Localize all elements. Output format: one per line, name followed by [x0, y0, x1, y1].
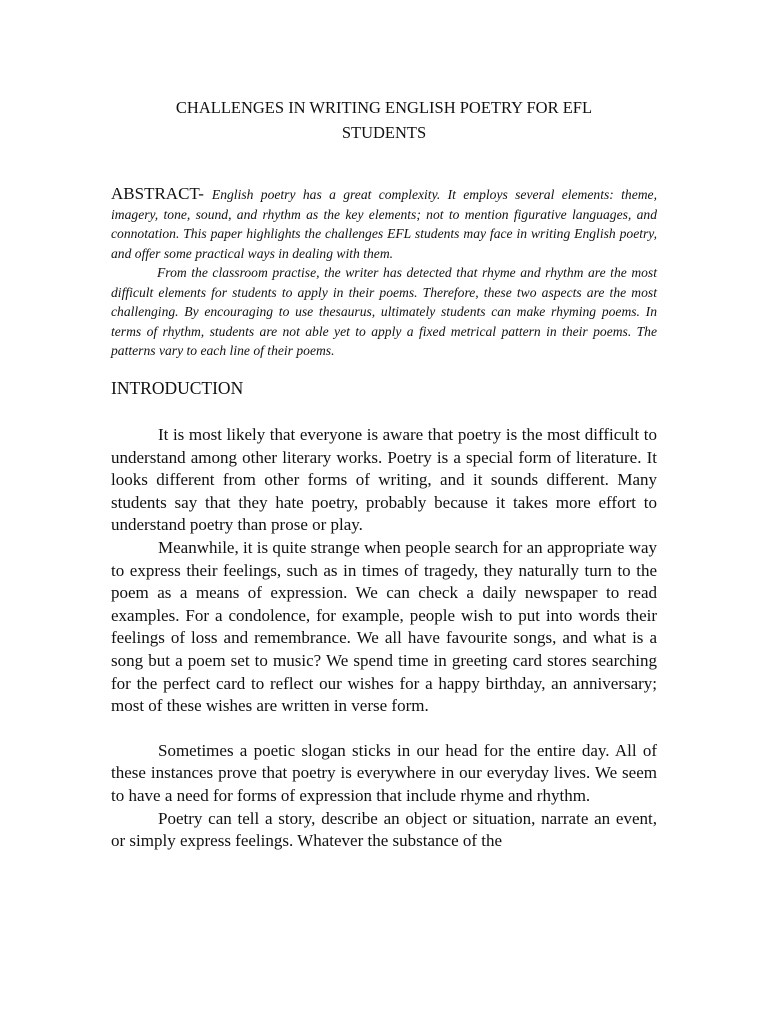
body-paragraph: Meanwhile, it is quite strange when people search for an appropriate way to express their feelings, such as in times of tragedy, they naturally turn to the poem as a means of expression. We can check a daily newspaper to read examples. For a condolence, for example, people wish to put into words their feelings of loss and remembrance. We all have favourite songs, and what is a song but a poem set to music? We spend time in greeting card stores searching for the perfect card to reflect our wishes for a happy birthday, an anniversary; most of these wishes are written in verse form.: [111, 537, 657, 716]
abstract-paragraph-1: [111, 184, 657, 263]
paper-title: [110, 95, 658, 145]
body-paragraph: It is most likely that everyone is aware that poetry is the most difficult to understand among other literary works. Poetry is a special form of literature. It looks different from other forms of writing, and it sounds different. Many students say that they hate poetry, probably because it takes more effort to understand poetry than prose or play.: [111, 425, 657, 535]
body-paragraph: Sometimes a poetic slogan sticks in our head for the entire day. All of these instances prove that poetry is everywhere in our everyday lives. We seem to have a need for forms of expression that include rhyme and rhythm.: [111, 740, 657, 805]
abstract-paragraph-2: [111, 263, 657, 361]
introduction-heading: INTRODUCTION: [111, 378, 244, 398]
abstract-label: ABSTRACT-: [111, 184, 204, 203]
abstract-text-1: English poetry has a great complexity. It employs several elements: theme, imagery, tone, sound, and rhythm as the key elements; not to mention figurative languages, and connotation. This paper highlights the challenges EFL students may face in writing English poetry, and offer some practical ways in dealing with them.: [111, 187, 657, 261]
abstract-text-2: From the classroom practise, the writer has detected that rhyme and rhythm are the most difficult elements for students to apply in their poems. Therefore, these two aspects are the most challenging. By encouraging to use thesaurus, ultimately students can make rhyming poems. In terms of rhythm, students are not able yet to apply a fixed metrical pattern in their poems. The patterns vary to each line of their poems.: [111, 265, 657, 358]
introduction-body: [111, 424, 657, 853]
title-line-1: CHALLENGES IN WRITING ENGLISH POETRY FOR EFL: [175, 98, 593, 117]
title-line-2: STUDENTS: [341, 123, 427, 142]
body-paragraph: Poetry can tell a story, describe an object or situation, narrate an event, or simply express feelings. Whatever the substance of the: [111, 808, 657, 851]
abstract-section: [111, 184, 657, 361]
